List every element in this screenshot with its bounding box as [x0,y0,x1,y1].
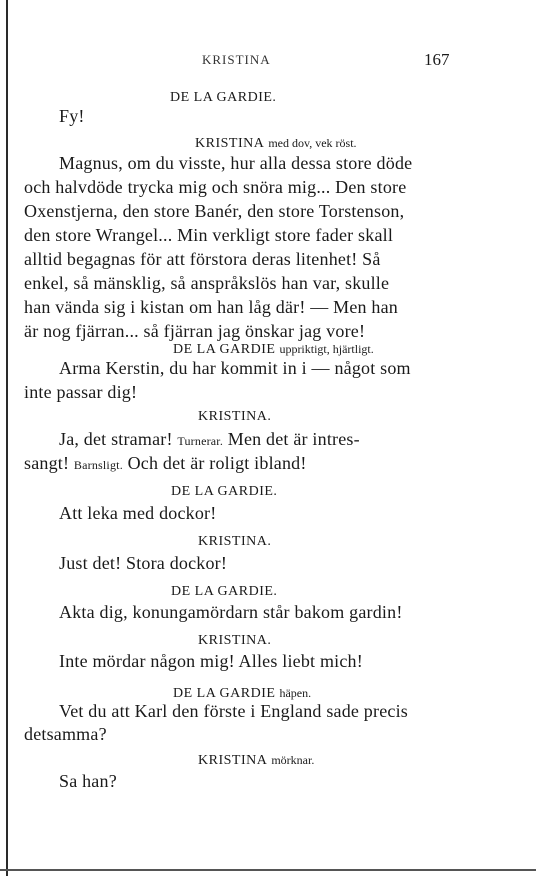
speaker-heading [198,751,314,769]
running-head: KRISTINA [202,52,271,67]
dialogue-line [24,453,307,474]
speaker-heading [173,684,311,702]
speaker-de-la-gardie: DE LA GARDIE. [171,584,278,599]
speaker-kristina: KRISTINA [195,136,265,151]
dialogue-line [59,153,450,174]
dialogue-line: är nog fjärran... så fjärran jag önskar jag vore! [24,321,366,341]
speaker-de-la-gardie: DE LA GARDIE [173,686,276,701]
dialogue-text: Ja, det stramar! [59,429,173,449]
speaker-kristina: KRISTINA. [198,534,272,549]
dialogue-line: Fy! [59,106,85,126]
dialogue-line: och halvdöde trycka mig och snöra mig... Den store [24,177,407,197]
dialogue-text: Men det är intres- [227,429,360,449]
dialogue-line: Sa han? [59,771,117,791]
dialogue-text: Magnus, om du visste, hur alla dessa store döde [59,153,413,173]
page-number: 167 [424,50,450,69]
dialogue-line: den store Wrangel... Min verkligt store fader skall [24,225,394,245]
dialogue-line: Arma Kerstin, du har kommit in i — något som [59,358,411,378]
dialogue-line: Just det! Stora dockor! [59,553,228,573]
page-bottom-rule [0,869,536,871]
stage-direction: Turnerar. [177,434,224,448]
speaker-kristina: KRISTINA. [198,633,272,648]
stage-direction: uppriktigt, hjärtligt. [279,342,374,356]
stage-direction: mörknar. [271,753,315,767]
speaker-de-la-gardie: DE LA GARDIE. [171,484,278,499]
speaker-de-la-gardie: DE LA GARDIE. [170,90,277,105]
dialogue-line: Vet du att Karl den förste i England sade precis [59,701,408,721]
speaker-kristina: KRISTINA [198,753,268,768]
stage-direction: häpen. [279,686,312,700]
dialogue-text: Och det är roligt ibland! [127,453,307,473]
dialogue-text: sangt! [24,453,70,473]
speaker-heading [195,134,357,152]
page-edge-rule [6,0,8,876]
dialogue-line: Inte mördar någon mig! Alles liebt mich! [59,651,363,671]
dialogue-line: Att leka med dockor! [59,503,217,523]
stage-direction: Barnsligt. [73,458,123,472]
speaker-de-la-gardie: DE LA GARDIE [173,342,276,357]
speaker-heading [173,340,374,358]
dialogue-line: alltid begagnas för att förstora deras litenhet! Så [24,249,381,269]
dialogue-line: enkel, så mänsklig, så anspråkslös han var, skulle [24,273,390,293]
dialogue-line: han vända sig i kistan om han låg där! — Men han [24,297,399,317]
dialogue-line: Oxenstjerna, den store Banér, den store Torstenson, [24,201,405,221]
speaker-kristina: KRISTINA. [198,409,272,424]
dialogue-line: detsamma? [24,724,107,744]
dialogue-line [59,429,360,450]
stage-direction: med dov, vek röst. [268,136,357,150]
dialogue-line: inte passar dig! [24,382,138,402]
dialogue-line: Akta dig, konungamördarn står bakom gardin! [59,602,403,622]
